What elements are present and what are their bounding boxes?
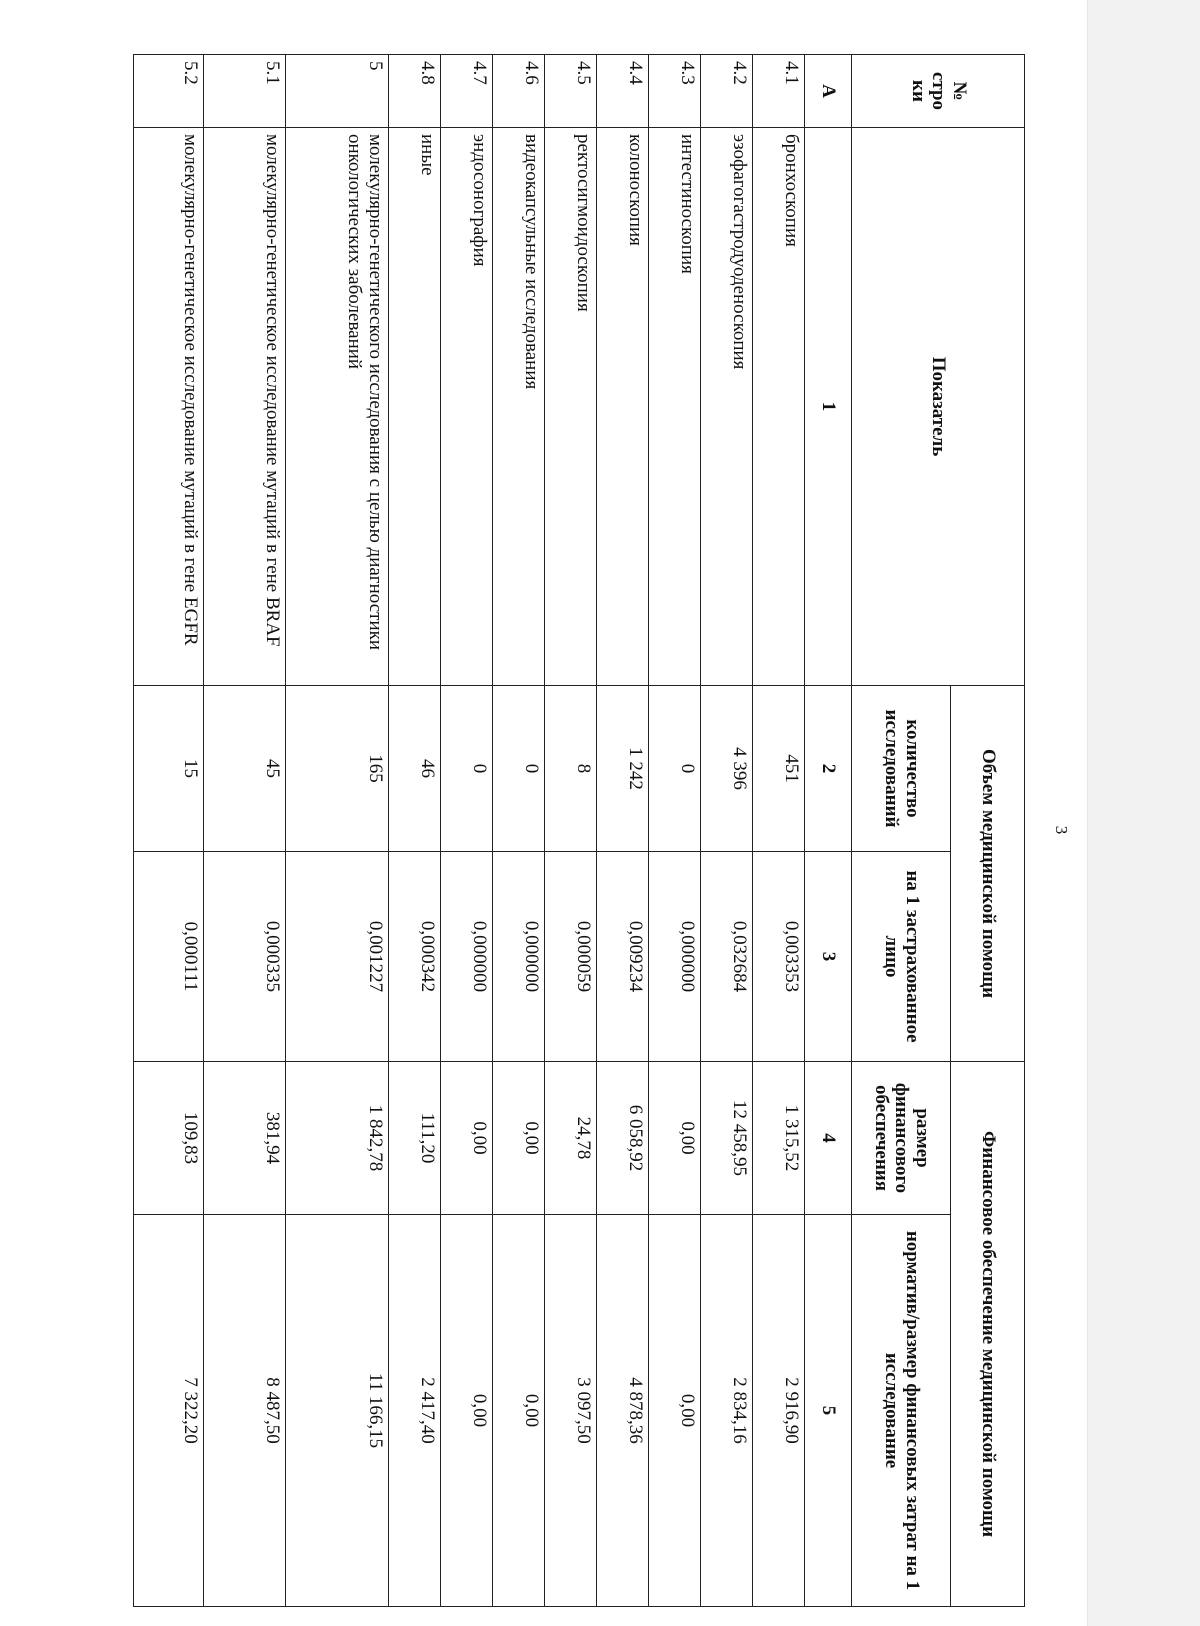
row-per-insured: 0,032684: [701, 852, 753, 1062]
row-finance: 109,83: [134, 1062, 204, 1215]
row-norm: 2 916,90: [753, 1215, 805, 1607]
row-norm: 4 878,36: [597, 1215, 649, 1607]
row-number: 4.3: [649, 55, 701, 128]
row-finance: 0,00: [441, 1062, 493, 1215]
row-number: 5.2: [134, 55, 204, 128]
header-finance-group: Финансовое обеспечение медицинской помощи: [951, 1062, 1025, 1607]
row-indicator: молекулярно-генетическое исследование мутаций в гене EGFR: [134, 128, 204, 686]
row-number: 4.8: [389, 55, 441, 128]
table-row: [204, 55, 286, 1607]
table-row: [286, 55, 389, 1607]
row-count: 0: [493, 686, 545, 852]
row-count: 0: [441, 686, 493, 852]
header-finance-size: размер финансового обеспечения: [852, 1062, 951, 1215]
row-number: 4.1: [753, 55, 805, 128]
row-count: 8: [545, 686, 597, 852]
row-per-insured: 0,000111: [134, 852, 204, 1062]
row-finance: 6 058,92: [597, 1062, 649, 1215]
row-finance: 381,94: [204, 1062, 286, 1215]
row-per-insured: 0,003353: [753, 852, 805, 1062]
row-indicator: колоноскопия: [597, 128, 649, 686]
row-count: 165: [286, 686, 389, 852]
table-row: [389, 55, 441, 1607]
row-indicator: молекулярно-генетическое исследование мутаций в гене BRAF: [204, 128, 286, 686]
rotated-page: [145, 40, 1075, 1620]
row-finance: 12 458,95: [701, 1062, 753, 1215]
row-indicator: иные: [389, 128, 441, 686]
medical-assistance-table: [133, 54, 1025, 1607]
table-row: [441, 55, 493, 1607]
row-per-insured: 0,000000: [493, 852, 545, 1062]
row-norm: 0,00: [649, 1215, 701, 1607]
row-per-insured: 0,000335: [204, 852, 286, 1062]
header-per-insured: на 1 застрахованное лицо: [852, 852, 951, 1062]
row-number: 5.1: [204, 55, 286, 128]
header-count: количество исследований: [852, 686, 951, 852]
row-per-insured: 0,000000: [441, 852, 493, 1062]
row-count: 15: [134, 686, 204, 852]
row-indicator: бронхоскопия: [753, 128, 805, 686]
row-indicator: молекулярно-генетического исследования с целью диагностики онкологических заболеваний: [286, 128, 389, 686]
row-finance: 0,00: [493, 1062, 545, 1215]
table-row: [493, 55, 545, 1607]
row-finance: 1 842,78: [286, 1062, 389, 1215]
row-count: 4 396: [701, 686, 753, 852]
row-indicator: эндосонография: [441, 128, 493, 686]
header-volume-group: Объем медицинской помощи: [951, 686, 1025, 1062]
table-row: [545, 55, 597, 1607]
row-indicator: интестиноскопия: [649, 128, 701, 686]
row-count: 46: [389, 686, 441, 852]
row-number: 4.7: [441, 55, 493, 128]
row-indicator: ректосигмоидоскопия: [545, 128, 597, 686]
column-label-a: А: [805, 55, 852, 128]
row-per-insured: 0,009234: [597, 852, 649, 1062]
table-row: [649, 55, 701, 1607]
row-per-insured: 0,000000: [649, 852, 701, 1062]
row-number: 4.5: [545, 55, 597, 128]
table-row: [753, 55, 805, 1607]
row-number: 4.2: [701, 55, 753, 128]
column-label-2: 2: [805, 686, 852, 852]
column-label-3: 3: [805, 852, 852, 1062]
table-row: [701, 55, 753, 1607]
header-norm: норматив/размер финансовых затрат на 1 исследование: [852, 1215, 951, 1607]
column-label-5: 5: [805, 1215, 852, 1607]
row-norm: 0,00: [493, 1215, 545, 1607]
header-indicator: Показатель: [852, 128, 1025, 686]
row-norm: 3 097,50: [545, 1215, 597, 1607]
column-label-1: 1: [805, 128, 852, 686]
page-number: 3: [1052, 825, 1071, 835]
row-count: 0: [649, 686, 701, 852]
row-indicator: видеокапсульные исследования: [493, 128, 545, 686]
row-count: 45: [204, 686, 286, 852]
row-norm: 11 166,15: [286, 1215, 389, 1607]
row-number: 4.4: [597, 55, 649, 128]
row-per-insured: 0,000059: [545, 852, 597, 1062]
right-sidebar-panel: [1087, 0, 1200, 1626]
table-row: [597, 55, 649, 1607]
row-norm: 8 487,50: [204, 1215, 286, 1607]
row-finance: 0,00: [649, 1062, 701, 1215]
row-count: 451: [753, 686, 805, 852]
column-label-4: 4: [805, 1062, 852, 1215]
row-number: 4.6: [493, 55, 545, 128]
row-number: 5: [286, 55, 389, 128]
row-indicator: эзофагогастродуоденоскопия: [701, 128, 753, 686]
header-row-no: № стро ки: [852, 55, 1025, 128]
row-finance: 111,20: [389, 1062, 441, 1215]
row-count: 1 242: [597, 686, 649, 852]
row-norm: 7 322,20: [134, 1215, 204, 1607]
row-finance: 1 315,52: [753, 1062, 805, 1215]
row-finance: 24,78: [545, 1062, 597, 1215]
row-norm: 2 834,16: [701, 1215, 753, 1607]
row-per-insured: 0,000342: [389, 852, 441, 1062]
row-per-insured: 0,001227: [286, 852, 389, 1062]
table-row: [134, 55, 204, 1607]
row-norm: 2 417,40: [389, 1215, 441, 1607]
row-norm: 0,00: [441, 1215, 493, 1607]
